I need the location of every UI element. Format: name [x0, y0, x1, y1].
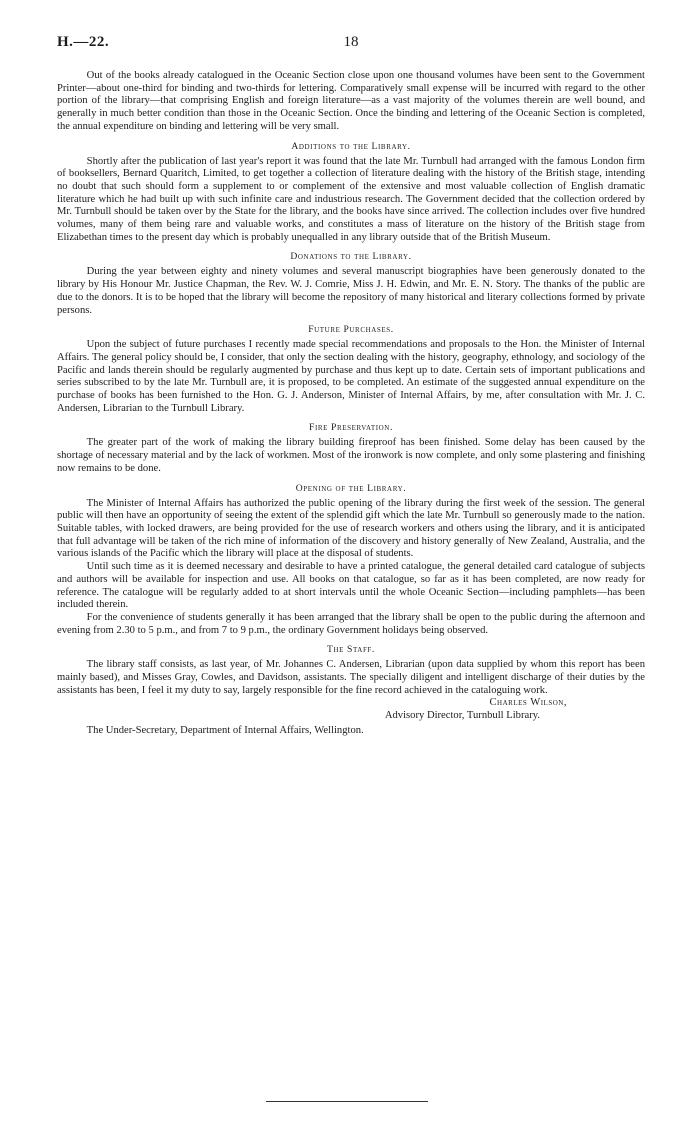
- section-fire-preservation: [57, 422, 645, 475]
- section-heading: Future Purchases.: [308, 324, 394, 336]
- section-heading: Additions to the Library.: [291, 140, 411, 152]
- section-paragraph: Upon the subject of future purchases I recently made special recommendations and proposals to the Hon. the Minister of Internal Affairs. The general policy should be, I consider, that only the section dealing with the history, geography, ethnology, and sociology of the Pacific and lands therein should be regularly augmented by purchase and thus kept up to date. Certain sets of important publications and series subscribed to by the late Mr. Turnbull are, it is proposed, to be completed. An estimate of the suggested annual expenditure on the purchase of books has been furnished to the Hon. G. J. Anderson, Minister of Internal Affairs, by me, after consultation with Mr. J. C. Andersen, Librarian to the Turnbull Library.: [57, 339, 645, 414]
- page-number: 18: [343, 34, 359, 50]
- section-paragraph: For the convenience of students generally it has been arranged that the library shall be open to the public during the afternoon and evening from 2.30 to 5 p.m., and from 7 to 9 p.m., the ordinary Government holidays being observed.: [57, 611, 645, 636]
- section-staff: [57, 644, 645, 697]
- document-reference: H.—22.: [57, 34, 110, 50]
- page-header: [57, 34, 645, 54]
- section-paragraph: The greater part of the work of making the library building fireproof has been finished. Some delay has been caused by the shortage of necessary material and by the lack of workmen. Most of the ironwork is now complete, and only some plastering and finishing now remains to be done.: [57, 437, 645, 474]
- section-heading: The Staff.: [327, 644, 375, 656]
- section-additions: [57, 141, 645, 245]
- section-heading: Fire Preservation.: [309, 422, 393, 434]
- section-opening: [57, 483, 645, 638]
- section-paragraph: The Minister of Internal Affairs has authorized the public opening of the library during the first week of the session. The general public will then have an opportunity of seeing the extent of the splendid gift which the late Mr. Turnbull so generously made to the nation. Suitable tables, with locked drawers, are being provided for the use of research workers and others using the library, and it is anticipated that full advantage will be taken of the rich mine of information of the discovery and history generally of New Zealand, Australia, and the various islands of the Pacific which the library will place at the disposal of students.: [57, 497, 645, 560]
- section-paragraph: Until such time as it is deemed necessary and desirable to have a printed catalogue, the general detailed card catalogue of subjects and authors will be available for inspection and use. All books on that catalogue, so far as it has been completed, are now ready for reference. The catalogue will be regularly added to at short intervals until the whole Oceanic Section—including pamphlets—has been included therein.: [57, 561, 645, 611]
- closing-rule: [266, 1101, 428, 1102]
- intro-paragraph: Out of the books already catalogued in the Oceanic Section close upon one thousand volumes have been sent to the Government Printer—about one-third for binding and two-thirds for lettering. Comparatively small expense will be incurred with regard to the other portion of the library—that comprising English and foreign literature—as a vast majority of the volumes therein are well bound, and generally in much better condition than those in the Oceanic Section. Once the binding and lettering of the Oceanic Section is completed, the annual expenditure on binding and lettering will be very small.: [57, 70, 645, 132]
- signature-block: [57, 697, 645, 722]
- report-body: [57, 70, 645, 738]
- signatory-title: Advisory Director, Turnbull Library.: [384, 710, 540, 722]
- section-paragraph: During the year between eighty and ninety volumes and several manuscript biographies have been generously donated to the library by His Honour Mr. Justice Chapman, the Rev. W. J. Comrie, Miss J. H. Edwin, and Mr. E. N. Story. The thanks of the public are due to the donors. It is to be hoped that the library will become the repository of many historical and literary collections formed by private persons.: [57, 266, 645, 316]
- section-donations: [57, 251, 645, 317]
- addressee: The Under-Secretary, Department of Internal Affairs, Wellington.: [86, 724, 364, 736]
- section-paragraph: The library staff consists, as last year, of Mr. Johannes C. Andersen, Librarian (upon data supplied by whom this report has been mainly based), and Misses Gray, Cowles, and Davidson, assistants. The specially diligent and intelligent discharge of their duties by the assistants has been, I feel it my duty to say, largely responsible for the fine record achieved in the cataloguing work.: [57, 659, 645, 696]
- section-future-purchases: [57, 324, 645, 415]
- section-paragraph: Shortly after the publication of last year's report it was found that the late Mr. Turnbull had arranged with the famous London firm of booksellers, Bernard Quaritch, Limited, to get together a collection of literature dealing with the history of the British stage, intending no doubt that such should form a supplement to or complement of the extensive and most valuable collection of English dramatic literature which he had built up with such infinite care and industrious research. The Government decided that the collection ordered by Mr. Turnbull should be taken over by the State for the library, and the books have since arrived. The collection includes over five hundred volumes, many of them being rare and valuable works, and constitutes a mass of literature on the history of the British stage from Elizabethan times to the present day which is probably unequalled in any library outside that of the British Museum.: [57, 155, 645, 243]
- signatory-name: Charles Wilson,: [489, 697, 567, 709]
- section-heading: Donations to the Library.: [290, 251, 412, 263]
- section-heading: Opening of the Library.: [295, 482, 407, 494]
